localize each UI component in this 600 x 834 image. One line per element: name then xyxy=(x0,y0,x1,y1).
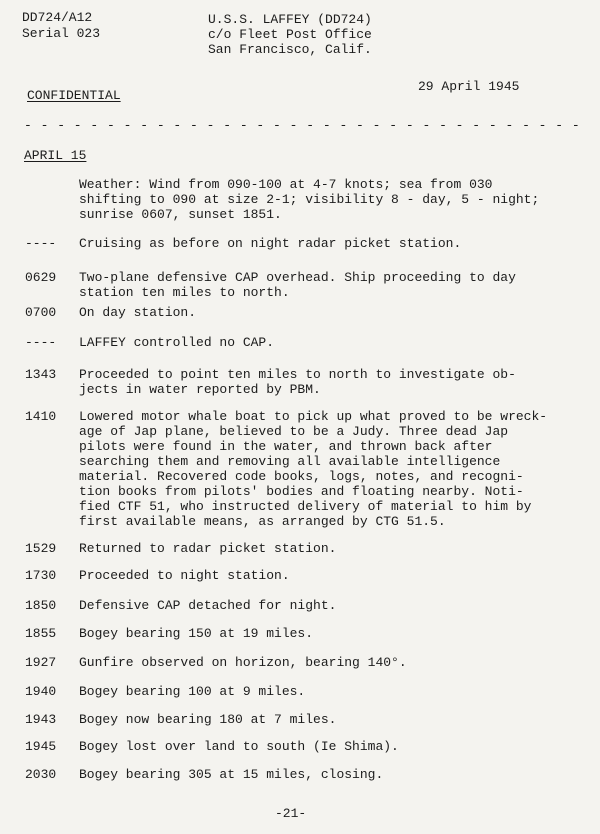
entry-time: 1850 xyxy=(25,598,57,613)
entry-text: jects in water reported by PBM. xyxy=(79,382,321,397)
entry-text: fied CTF 51, who instructed delivery of material to him by xyxy=(79,499,532,514)
entry-time: 1855 xyxy=(25,626,57,641)
entry-text: LAFFEY controlled no CAP. xyxy=(79,335,275,350)
entry-time: 1410 xyxy=(25,409,57,424)
entry-time: 1529 xyxy=(25,541,57,556)
entry-text: Bogey bearing 150 at 19 miles. xyxy=(79,626,314,641)
entry-text: age of Jap plane, believed to be a Judy. Three dead Jap xyxy=(79,424,509,439)
ship-address-line: San Francisco, Calif. xyxy=(208,42,372,57)
entry-text: station ten miles to north. xyxy=(79,285,290,300)
document-date: 29 April 1945 xyxy=(418,79,520,94)
entry-text: Two-plane defensive CAP overhead. Ship proceeding to day xyxy=(79,270,516,285)
weather-line: shifting to 090 at size 2-1; visibility 8 - day, 5 - night; xyxy=(79,192,540,207)
entry-time: 1927 xyxy=(25,655,57,670)
entry-text: Defensive CAP detached for night. xyxy=(79,598,337,613)
entry-text: Lowered motor whale boat to pick up what proved to be wreck- xyxy=(79,409,548,424)
weather-line: sunrise 0607, sunset 1851. xyxy=(79,207,282,222)
ship-address-line: c/o Fleet Post Office xyxy=(208,27,372,42)
entry-time: 1730 xyxy=(25,568,57,583)
entry-text: material. Recovered code books, logs, notes, and recogni- xyxy=(79,469,524,484)
entry-text: searching them and removing all available intelligence xyxy=(79,454,501,469)
weather-line: Weather: Wind from 090-100 at 4-7 knots; sea from 030 xyxy=(79,177,493,192)
entry-text: tion books from pilots' bodies and floating nearby. Noti- xyxy=(79,484,524,499)
serial-number: Serial 023 xyxy=(22,26,101,41)
section-heading: APRIL 15 xyxy=(24,148,87,163)
file-reference: DD724/A12 xyxy=(22,10,93,25)
entry-time: 1940 xyxy=(25,684,57,699)
entry-text: Bogey lost over land to south (Ie Shima). xyxy=(79,739,399,754)
classification-label: CONFIDENTIAL xyxy=(27,88,121,103)
entry-text: On day station. xyxy=(79,305,197,320)
divider-line: - - - - - - - - - - - - - - - - - - - - - - - - - - - - - - - - - - xyxy=(24,118,581,133)
entry-text: Proceeded to point ten miles to north to investigate ob- xyxy=(79,367,516,382)
entry-text: Cruising as before on night radar picket station. xyxy=(79,236,462,251)
page-number: -21- xyxy=(275,806,307,821)
ship-address-line: U.S.S. LAFFEY (DD724) xyxy=(208,12,372,27)
entry-time: 0629 xyxy=(25,270,57,285)
entry-text: first available means, as arranged by CTG 51.5. xyxy=(79,514,446,529)
entry-time: ---- xyxy=(25,335,57,350)
entry-time: 1343 xyxy=(25,367,57,382)
entry-text: Proceeded to night station. xyxy=(79,568,290,583)
entry-text: Returned to radar picket station. xyxy=(79,541,337,556)
entry-text: pilots were found in the water, and thrown back after xyxy=(79,439,493,454)
entry-time: ---- xyxy=(25,236,57,251)
entry-text: Bogey bearing 100 at 9 miles. xyxy=(79,684,306,699)
entry-time: 0700 xyxy=(25,305,57,320)
entry-text: Gunfire observed on horizon, bearing 140°. xyxy=(79,655,407,670)
entry-text: Bogey bearing 305 at 15 miles, closing. xyxy=(79,767,384,782)
entry-time: 1943 xyxy=(25,712,57,727)
entry-time: 2030 xyxy=(25,767,57,782)
entry-time: 1945 xyxy=(25,739,57,754)
entry-text: Bogey now bearing 180 at 7 miles. xyxy=(79,712,337,727)
